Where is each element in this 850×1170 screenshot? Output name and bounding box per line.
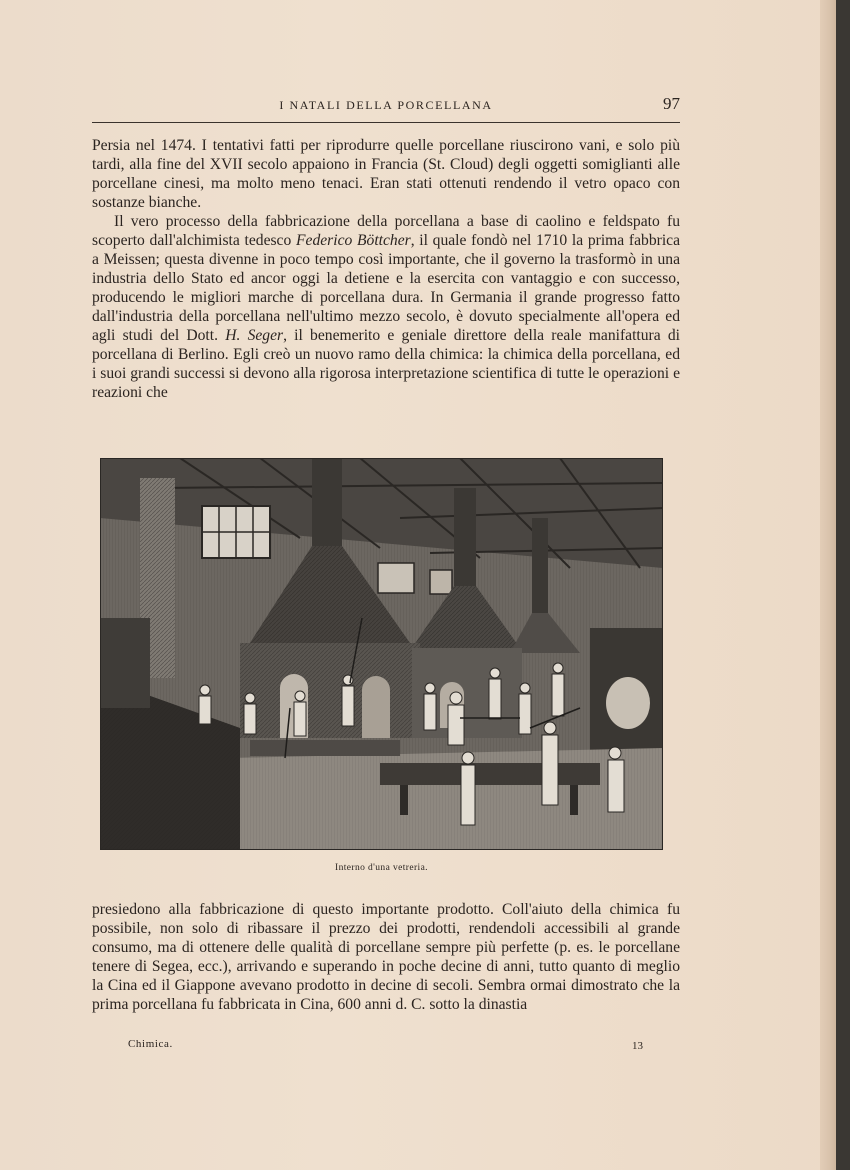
paragraph-2-text-a: Il vero processo della fabbricazione della porcellana a base di caolino e feldspato fu scoperto dall'alchimista tedesco [92,213,680,249]
page-edge [820,0,836,1170]
footer-signature-left: Chimica. [128,1038,173,1050]
paragraph-2-text-b: , il quale fondò nel 1710 la prima fabbrica a Meissen; questa divenne in poco tempo così importante, che il governo la trasformò in una industria dello Stato ed ancor oggi la detiene e la esercita con vantaggio e con successo, producendo le migliori marche di porcellana dura. In Germania il grande progresso fatto dall'industria della porcellana nell'ultimo mezzo secolo, è dovuto specialmente all'opera ed agli studi del Dott. [92,232,680,344]
page-number: 97 [663,94,680,113]
body-text-bottom [92,900,680,1014]
paragraph-3: presiedono alla fabbricazione di questo importante prodotto. Coll'aiuto della chimica fu possibile, non solo di ribassare il prezzo dei prodotti, rendendoli accessibili al grande consumo, ma di ottenere delle qualità di porcellane sempre più perfette (p. es. le porcellane tenere di Segea, ecc.), arrivando e superando in poche decine di anni, tutto quanto di meglio la Cina ed il Giappone avevano prodotto in decine di secoli. Sembra ormai dimostrato che la prima porcellana fu fabbricata in Cina, 600 anni d. C. sotto la dinastia [92,901,680,1013]
paragraph-2-text-c: , il benemerito e geniale direttore della reale manifattura di porcellana di Berlino. Egli creò un nuovo ramo della chimica: la chimica della porcellana, ed i suoi grandi successi si devono alla rigorosa interpretazione scientifica di tutte le operazioni e reazioni che [92,327,680,401]
engraving-glassworks-interior [100,458,663,850]
running-title: I NATALI DELLA PORCELLANA [279,98,493,112]
figure-caption: Interno d'una vetreria. [335,863,428,873]
running-head [92,94,680,118]
scan-border [836,0,850,1170]
person-name-bottcher: Federico Böttcher [296,232,411,249]
body-text-top [92,136,680,402]
paragraph-2 [92,212,680,402]
header-rule [92,122,680,123]
footer-signature-number: 13 [632,1040,643,1052]
engraving-illustration [100,458,663,850]
paragraph-1: Persia nel 1474. I tentativi fatti per riprodurre quelle porcellane riuscirono vani, e solo più tardi, alla fine del XVII secolo appaiono in Francia (St. Cloud) degli oggetti somiglianti alle porcellane cinesi, ma molto meno tenaci. Eran stati ottenuti rendendo il vetro opaco con sostanze bianche. [92,137,680,211]
person-name-seger: H. Seger [225,327,284,344]
